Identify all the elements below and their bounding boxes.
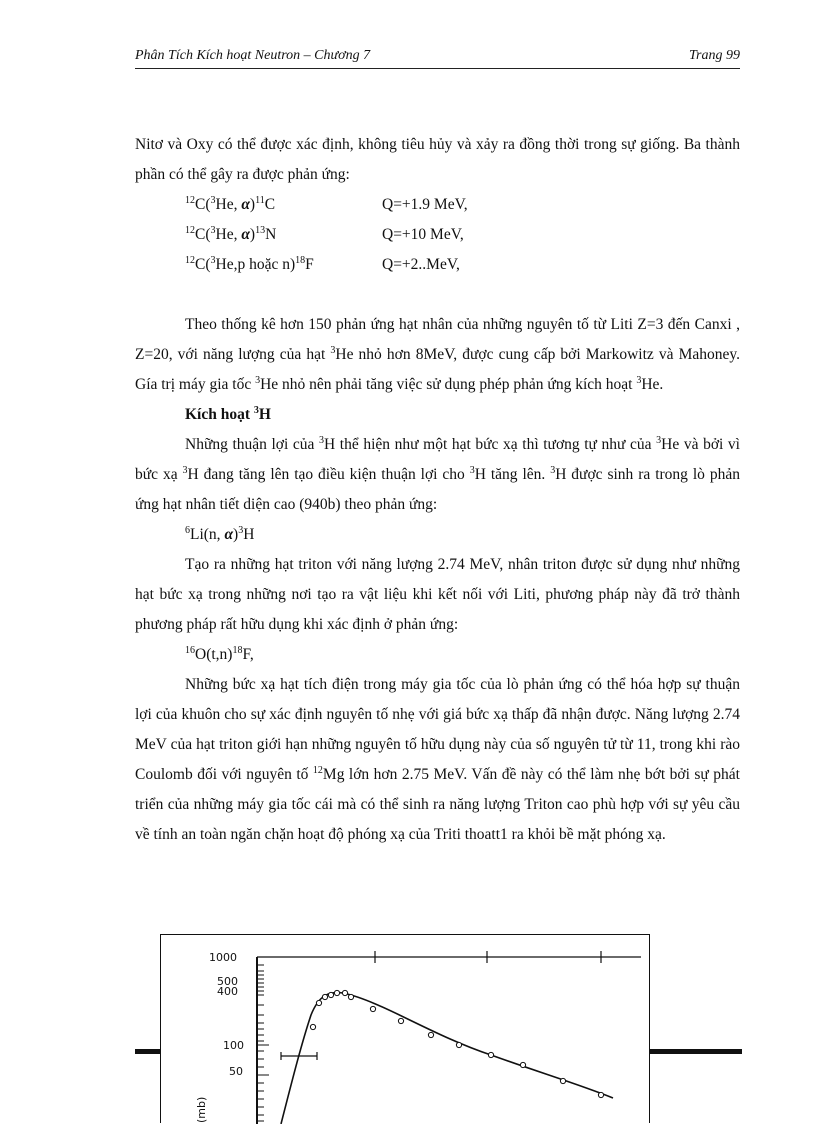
reaction-2 bbox=[185, 220, 740, 250]
section-heading: Kích hoạt $^3$H bbox=[185, 404, 271, 423]
data-point bbox=[328, 992, 333, 997]
y-tick-label: 400 bbox=[217, 985, 238, 998]
equation-li-n-alpha: $^6$Li(n, α)$^3$H bbox=[185, 524, 255, 543]
data-point bbox=[428, 1032, 433, 1037]
data-point bbox=[348, 994, 353, 999]
data-point bbox=[334, 990, 339, 995]
paragraph-5: Những bức xạ hạt tích điện trong máy gia tốc của lò phản ứng có thể hóa hợp sự thuận lợi của khuôn cho sự xác định nguyên tố nhẹ với giá bức xạ thấp đã nhận được. Năng lượng 2.74 MeV của hạt triton giới hạn những nguyên tố hữu dụng này của số nguyên tử từ 11, trong khi rào Coulomb đối với nguyên tố $^{12}$Mg lớn hơn 2.75 MeV. Vấn đề này có thể làm nhẹ bớt bởi sự phát triển của những máy gia tốc cái mà có thể sinh ra năng lượng Triton cao phù hợp với sự yêu cầu về tính an toàn ngăn chặn hoạt độ phóng xạ của Triti thoatt1 ra khỏi bề mặt phóng xạ. bbox=[135, 676, 740, 843]
paragraph-2: Theo thống kê hơn 150 phản ứng hạt nhân của những nguyên tố từ Liti Z=3 đến Canxi , Z=20, với năng lượng của hạt $^3$He nhỏ hơn 8MeV, được cung cấp bởi Markowitz và Mahoney. Gía trị máy gia tốc $^3$He nhỏ nên phải tăng việc sử dụng phép phản ứng kích hoạt $^3$He. bbox=[135, 316, 740, 393]
y-axis-label: (mb) bbox=[195, 1096, 208, 1123]
reaction-q-value: Q=+1.9 MeV, bbox=[382, 196, 468, 213]
y-ticks bbox=[257, 957, 269, 1121]
paragraph-4: Tạo ra những hạt triton với năng lượng 2.74 MeV, nhân triton được sử dụng như những hạt bức xạ trong những nơi tạo ra vật liệu khi kết nối với Liti, phương pháp này đã trở thành phương pháp rất hữu dụng khi xác định ở phản ứng: bbox=[135, 556, 740, 633]
equation-o-t-n: $^{16}O(t,n)^{18}F$, bbox=[185, 644, 254, 663]
data-point bbox=[398, 1018, 403, 1023]
reaction-equation: $^{12}$C($^3$He, α)$^{13}$N bbox=[185, 224, 277, 243]
cross-section-curve bbox=[281, 993, 613, 1124]
data-point bbox=[310, 1024, 315, 1029]
y-tick-label: 100 bbox=[223, 1039, 244, 1052]
reaction-1 bbox=[185, 190, 740, 220]
data-point bbox=[342, 990, 347, 995]
reaction-3 bbox=[185, 250, 740, 280]
figure-plot bbox=[161, 935, 651, 1124]
reaction-q-value: Q=+2..MeV, bbox=[382, 256, 460, 273]
data-point bbox=[560, 1078, 565, 1083]
header-title: Phân Tích Kích hoạt Neutron – Chương 7 bbox=[135, 48, 371, 63]
data-point bbox=[316, 1000, 321, 1005]
reaction-equation: $^{12}$C($^3$He,p hoặc n)$^{18}$F bbox=[185, 254, 314, 273]
paragraph-3: Những thuận lợi của $^3$H thể hiện như một hạt bức xạ thì tương tự như của $^3$He và bởi vì bức xạ $^3$H đang tăng lên tạo điều kiện thuận lợi cho $^3$H tăng lên. $^3$H được sinh ra trong lò phản ứng hạt nhân tiết diện cao (940b) theo phản ứng: bbox=[135, 434, 740, 513]
cross-section-figure bbox=[160, 934, 650, 1123]
header-page-number: Trang 99 bbox=[689, 48, 740, 63]
page-content bbox=[135, 130, 740, 850]
y-tick-label: 500 bbox=[217, 975, 238, 988]
y-tick-label: 1000 bbox=[209, 951, 237, 964]
footer-rule-left bbox=[135, 1049, 161, 1054]
data-point bbox=[456, 1042, 461, 1047]
reaction-q-value: Q=+10 MeV, bbox=[382, 226, 464, 243]
paragraph-1: Nitơ và Oxy có thể được xác định, không tiêu hủy và xảy ra đồng thời trong sự giống. Ba thành phần có thể gây ra được phản ứng: bbox=[135, 136, 740, 183]
data-point bbox=[370, 1006, 375, 1011]
page-header bbox=[135, 48, 740, 69]
data-point bbox=[598, 1092, 603, 1097]
reaction-equation: $^{12}$C($^3$He, α)$^{11}$C bbox=[185, 194, 276, 213]
data-point bbox=[322, 994, 327, 999]
data-points bbox=[310, 990, 603, 1097]
data-point bbox=[488, 1052, 493, 1057]
y-tick-label: 50 bbox=[229, 1065, 243, 1078]
data-point bbox=[520, 1062, 525, 1067]
footer-rule-right bbox=[650, 1049, 742, 1054]
